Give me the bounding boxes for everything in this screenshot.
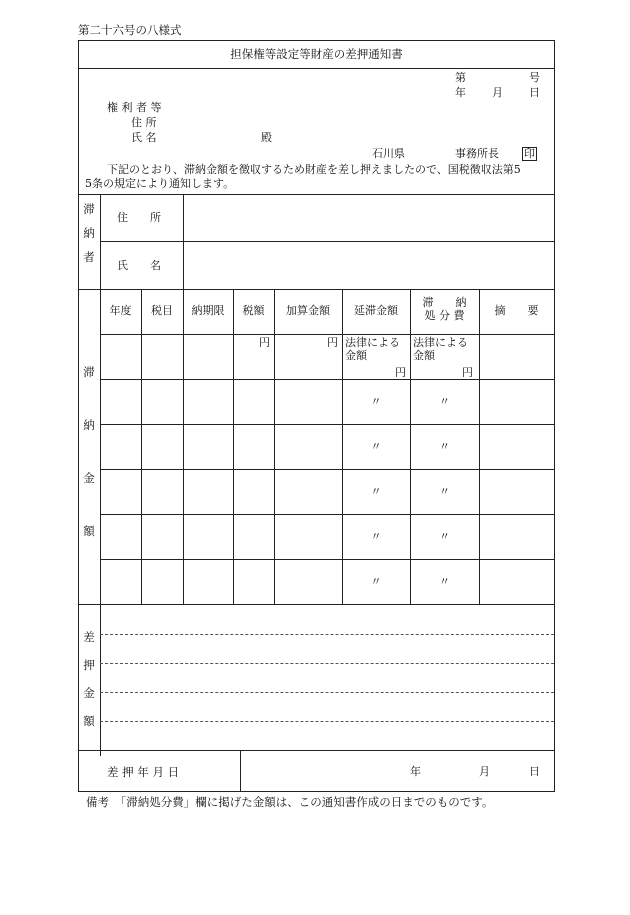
col-divider-4	[274, 289, 275, 604]
col-divider-2	[183, 289, 184, 604]
seized-line-2	[100, 663, 554, 664]
arrears-section-divider	[79, 604, 554, 605]
document-number-prefix: 第	[455, 71, 466, 84]
notice-form	[78, 40, 555, 792]
col-header-delinquency-tax: 延滞金額	[354, 304, 398, 317]
taxpayer-address-label: 住 所	[117, 211, 161, 224]
seal-mark: 印	[524, 147, 535, 160]
col-header-remarks: 摘 要	[494, 304, 539, 317]
title-divider	[79, 68, 554, 69]
arrears-section-label: 滞 納 金 額	[83, 365, 95, 538]
ditto-delinquency-row-6: 〃	[370, 575, 382, 588]
row-divider-1	[100, 379, 554, 380]
issuer-office-head: 事務所長	[455, 147, 499, 160]
delinquency-unit: 円	[395, 366, 406, 379]
seized-section-divider	[79, 750, 554, 751]
recipient-honorific: 殿	[261, 131, 272, 144]
seizure-date-day: 日	[529, 765, 540, 778]
seizure-date-year: 年	[410, 765, 421, 778]
additional-tax-unit: 円	[327, 336, 338, 349]
date-year: 年	[455, 86, 466, 99]
ditto-delinquency-row-2: 〃	[370, 395, 382, 408]
recipient-name-label: 氏 名	[131, 131, 157, 144]
col-header-tax-item: 税目	[151, 304, 173, 317]
remarks-note: 備考 「滞納処分費」欄に掲げた金額は、この通知書作成の日までのものです。	[86, 795, 494, 809]
col-header-additional-tax: 加算金額	[286, 304, 330, 317]
issuer-seal	[522, 147, 537, 161]
date-month: 月	[492, 86, 503, 99]
row-divider-4	[100, 514, 554, 515]
seizure-date-label: 差 押 年 月 日	[107, 765, 180, 779]
row-divider-3	[100, 469, 554, 470]
col-header-disposal-cost: 滞 納 処 分 費	[422, 296, 467, 322]
taxpayer-section-divider	[79, 289, 554, 290]
col-divider-3	[233, 289, 234, 604]
table-header-divider	[100, 334, 554, 335]
document-number-suffix: 号	[529, 71, 540, 84]
seizure-date-divider	[240, 750, 241, 791]
col-header-tax-amount: 税額	[242, 304, 265, 317]
ditto-disposal-row-5: 〃	[439, 530, 450, 543]
seized-section-label: 差 押 金 額	[83, 630, 95, 728]
taxpayer-name-label: 氏 名	[117, 259, 161, 272]
section-label-divider	[100, 194, 101, 756]
body-text-line-1: 下記のとおり、滞納金額を徴収するため財産を差し押えましたので、国税徴収法第5	[107, 163, 521, 176]
recipient-address-label: 住 所	[131, 116, 157, 129]
row-divider-2	[100, 424, 554, 425]
document-title: 担保権等設定等財産の差押通知書	[230, 47, 403, 61]
ditto-disposal-row-4: 〃	[439, 485, 450, 498]
col-divider-1	[141, 289, 142, 604]
taxpayer-section-label: 滞 納 者	[83, 202, 95, 264]
col-header-due-date: 納期限	[191, 304, 225, 317]
ditto-disposal-row-3: 〃	[439, 440, 450, 453]
recipient-label: 権 利 者 等	[107, 101, 162, 114]
seized-line-4	[100, 721, 554, 722]
header-divider	[79, 194, 554, 195]
ditto-delinquency-row-3: 〃	[370, 440, 382, 453]
ditto-delinquency-row-4: 〃	[370, 485, 382, 498]
form-number: 第二十六号の八様式	[78, 23, 182, 37]
ditto-disposal-row-2: 〃	[439, 395, 450, 408]
ditto-disposal-row-6: 〃	[439, 575, 450, 588]
col-header-year: 年度	[109, 304, 132, 317]
seized-line-3	[100, 692, 554, 693]
row-divider-5	[100, 559, 554, 560]
body-text-line-2: 5条の規定により通知します。	[85, 177, 235, 190]
delinquency-by-law: 法律による 金額	[345, 336, 400, 362]
tax-amount-unit: 円	[259, 336, 270, 349]
ditto-delinquency-row-5: 〃	[370, 530, 382, 543]
date-day: 日	[529, 86, 540, 99]
disposal-unit: 円	[462, 366, 473, 379]
disposal-by-law: 法律による 金額	[413, 336, 468, 362]
seizure-date-month: 月	[479, 765, 490, 778]
taxpayer-row-divider	[100, 241, 554, 242]
seized-line-1	[100, 634, 554, 635]
col-divider-7	[479, 289, 480, 604]
issuer-prefecture: 石川県	[372, 147, 405, 160]
